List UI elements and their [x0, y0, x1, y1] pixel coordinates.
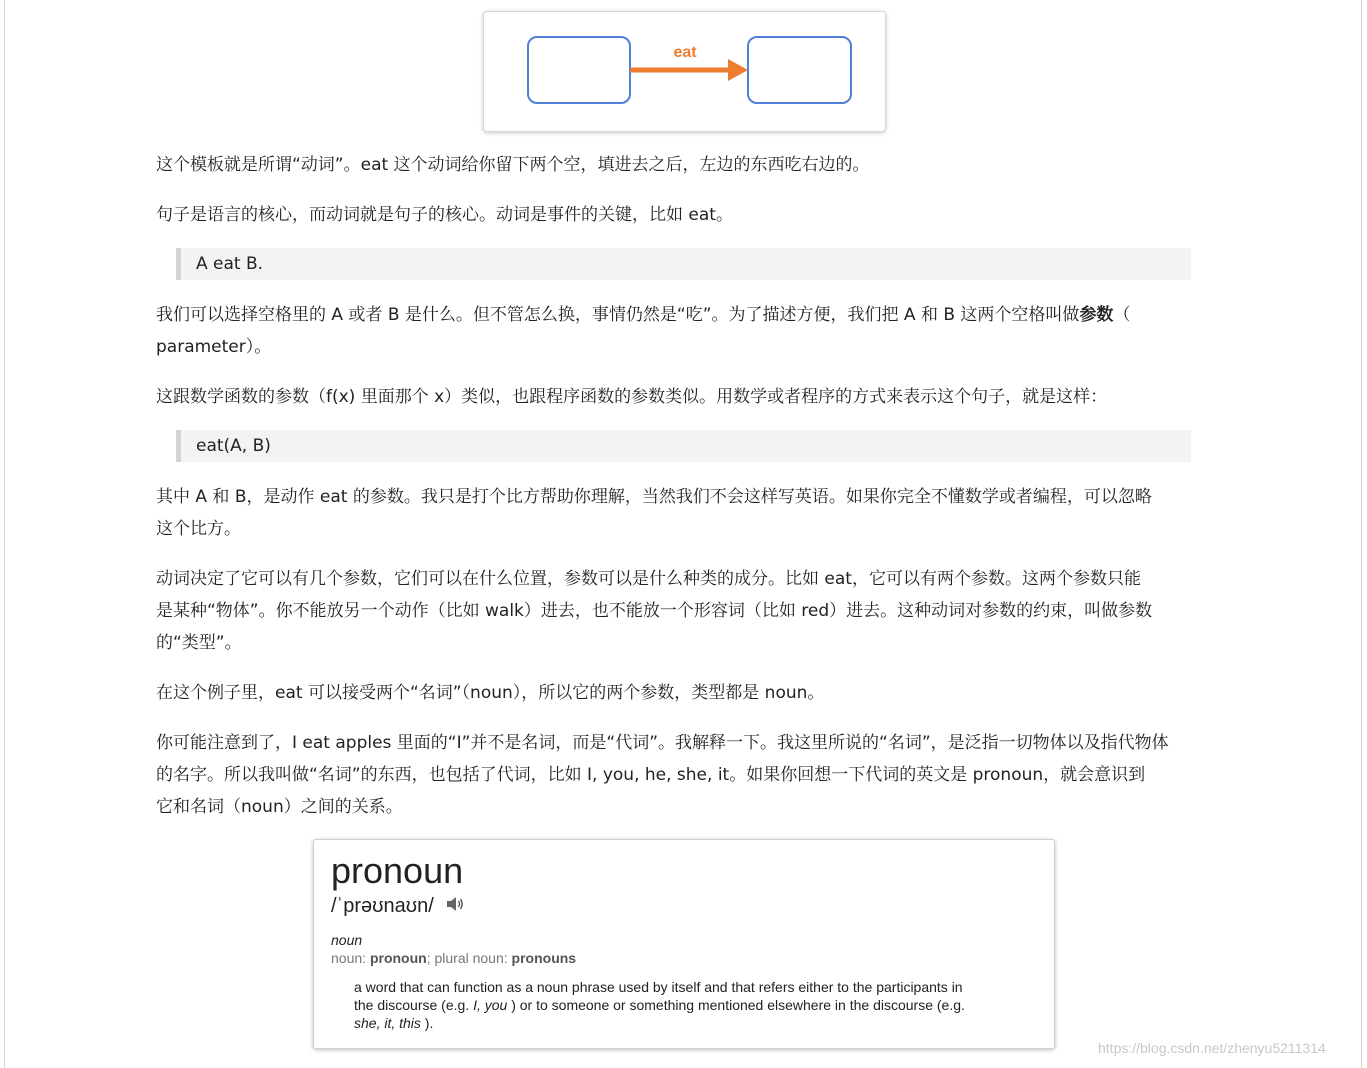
eat-arrow-head — [728, 59, 748, 81]
verb-diagram — [483, 11, 886, 132]
dictionary-forms — [331, 949, 576, 967]
forms-mid: ; plural noun: — [426, 950, 512, 966]
forms-singular: pronoun — [369, 950, 427, 966]
paragraph-1: 这个模板就是所谓“动词”。eat 这个动词给你留下两个空，填进去之后，左边的东西吃右边的。 — [156, 155, 870, 175]
verb-diagram-svg — [484, 12, 885, 131]
definition-example: she, it, this — [354, 1015, 421, 1031]
definition-line-2 — [354, 996, 1039, 1014]
definition-text: ) or to someone or something mentioned elsewhere in the discourse (e.g. — [507, 997, 965, 1013]
paragraph-6-line-2: 是某种“物体”。你不能放另一个动作（比如 walk）进去，也不能放一个形容词（比如 red）进去。这种动词对参数的约束，叫做参数 — [156, 601, 1153, 621]
dictionary-phonetic-row — [331, 893, 465, 920]
paragraph-5-line-1: 其中 A 和 B，是动作 eat 的参数。我只是打个比方帮助你理解，当然我们不会这样写英语。如果你完全不懂数学或者编程，可以忽略 — [156, 487, 1152, 507]
paragraph-6-line-3: 的“类型”。 — [156, 633, 242, 653]
dictionary-word: pronoun — [331, 850, 464, 891]
code-block-2: eat(A, B) — [176, 430, 1191, 462]
code-block-1: A eat B. — [176, 248, 1191, 280]
paragraph-5-line-2: 这个比方。 — [156, 519, 241, 539]
paragraph-3-bold-term: 参数 — [1079, 305, 1114, 325]
paragraph-3-line-1 — [156, 299, 1214, 331]
definition-line-3 — [354, 1014, 1039, 1032]
verb-label: eat — [673, 44, 697, 61]
paragraph-8-line-1: 你可能注意到了，I eat apples 里面的“I”并不是名词，而是“代词”。我解释一下。我这里所说的“名词”，是泛指一切物体以及指代物体 — [156, 733, 1169, 753]
paragraph-3-paren: （ — [1113, 305, 1131, 325]
left-slot-box — [528, 37, 630, 103]
definition-line-1: a word that can function as a noun phrase used by itself and that refers either to the participants in — [354, 979, 963, 995]
watermark: https://blog.csdn.net/zhenyu5211314 — [1098, 1040, 1326, 1056]
paragraph-8-line-3: 它和名词（noun）之间的关系。 — [156, 797, 403, 817]
paragraph-4: 这跟数学函数的参数（f(x) 里面那个 x）类似，也跟程序函数的参数类似。用数学或者程序的方式来表示这个句子，就是这样： — [156, 387, 1108, 407]
forms-plural: pronouns — [511, 950, 577, 966]
paragraph-6-line-1: 动词决定了它可以有几个参数，它们可以在什么位置，参数可以是什么种类的成分。比如 eat，它可以有两个参数。这两个参数只能 — [156, 569, 1141, 589]
definition-text: the discourse (e.g. — [354, 997, 474, 1013]
speaker-icon[interactable] — [445, 894, 465, 920]
forms-prefix: noun: — [331, 950, 370, 966]
page-border-right — [1361, 0, 1362, 1068]
paragraph-3-line-2: parameter）。 — [156, 337, 272, 357]
paragraph-3-text: 我们可以选择空格里的 A 或者 B 是什么。但不管怎么换，事情仍然是“吃”。为了描述方便，我们把 A 和 B 这两个空格叫做 — [156, 305, 1080, 325]
dictionary-card — [313, 839, 1055, 1049]
dictionary-definition — [354, 978, 1039, 1032]
paragraph-7: 在这个例子里，eat 可以接受两个“名词”（noun），所以它的两个参数，类型都是 noun。 — [156, 683, 825, 703]
paragraph-8-line-2: 的名字。所以我叫做“名词”的东西，也包括了代词，比如 I, you, he, she, it。如果你回想一下代词的英文是 pronoun，就会意识到 — [156, 765, 1146, 785]
definition-text: ). — [420, 1015, 434, 1031]
paragraph-2: 句子是语言的核心，而动词就是句子的核心。动词是事件的关键，比如 eat。 — [156, 205, 733, 225]
dictionary-part-of-speech: noun — [331, 932, 363, 948]
page-border-left — [4, 0, 5, 1068]
right-slot-box — [748, 37, 851, 103]
dictionary-phonetic: /ˈprəʊnaʊn/ — [331, 895, 434, 917]
definition-example: I, you — [473, 997, 508, 1013]
